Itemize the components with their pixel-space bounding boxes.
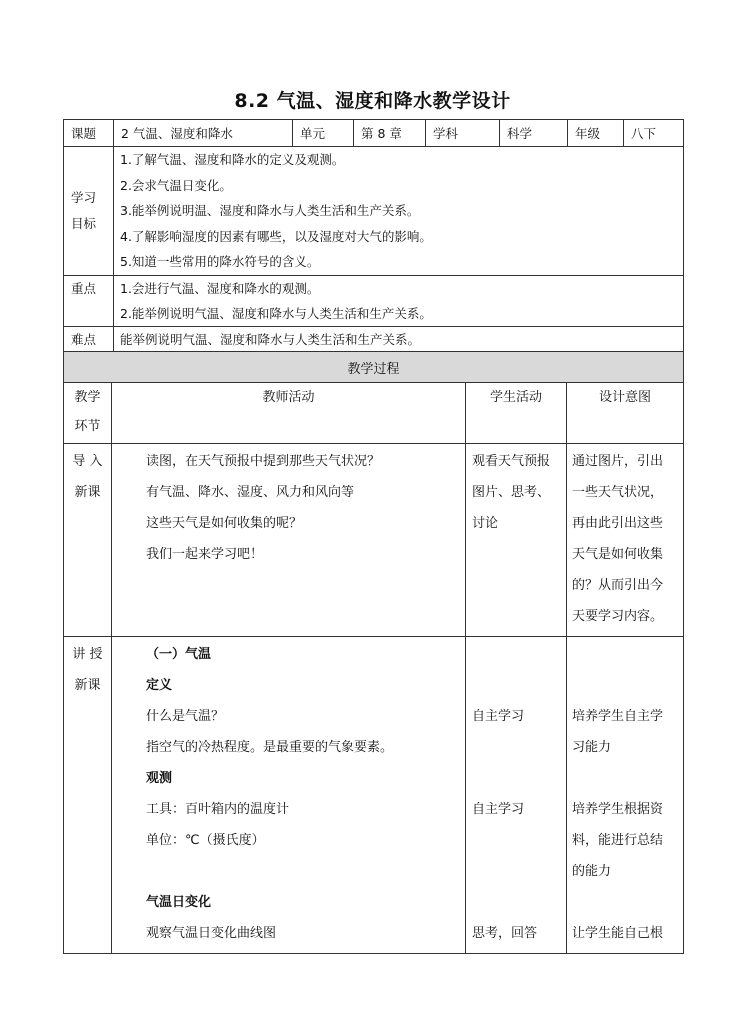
course-value: 2 气温、湿度和降水	[114, 120, 293, 147]
key-points-list	[114, 275, 684, 326]
intent-line: 通过图片，引出	[572, 454, 664, 469]
objective-item: 2.会求气温日变化。	[120, 177, 232, 193]
teacher-line: 什么是气温？	[146, 709, 225, 724]
student-line: 观看天气预报	[472, 454, 551, 469]
process-banner-row	[64, 352, 684, 383]
teacher-line: 读图，在天气预报中提到那些天气状况？	[146, 454, 381, 469]
intent-line: 培养学生自主学	[572, 709, 664, 724]
student-line	[472, 887, 566, 918]
blank-line	[146, 856, 465, 887]
intent-line: 再由此引出这些	[572, 516, 664, 531]
intent-line	[572, 670, 683, 701]
teacher-line: 单位：℃（摄氏度）	[146, 833, 265, 848]
page-title: 8.2 气温、湿度和降水教学设计	[234, 90, 511, 112]
grade-value: 八下	[624, 120, 684, 147]
intent-line: 料，能进行总结	[572, 833, 664, 848]
design-intent-header: 设计意图	[567, 383, 684, 444]
student-activity-header: 学生活动	[466, 383, 567, 444]
intent-line	[572, 887, 683, 918]
difficulties-row	[64, 326, 684, 353]
key-points-row	[64, 275, 684, 326]
intent-line: 的？从而引出今	[572, 578, 664, 593]
objective-item: 4.了解影响湿度的因素有哪些，以及湿度对大气的影响。	[120, 228, 432, 244]
course-info-row	[64, 120, 684, 147]
objective-item: 5.知道一些常用的降水符号的含义。	[120, 254, 320, 269]
intent-line	[572, 639, 683, 670]
teacher-line: 我们一起来学习吧！	[146, 547, 264, 562]
intro-row	[64, 444, 684, 637]
objectives-list	[114, 147, 684, 276]
lecture-design-intent	[567, 637, 684, 954]
intro-stage: 导 入 新课	[64, 444, 112, 637]
intent-line	[572, 763, 683, 794]
lecture-row	[64, 637, 684, 954]
student-line	[472, 732, 566, 763]
student-line: 讨论	[472, 516, 499, 531]
teacher-line: 观察气温日变化曲线图	[146, 926, 277, 941]
teacher-line: 这些天气是如何收集的呢？	[146, 516, 303, 531]
teacher-line: 有气温、降水、湿度、风力和风向等	[146, 485, 355, 500]
student-line	[472, 825, 566, 856]
student-line: 自主学习	[472, 709, 525, 724]
stage-header: 教学 环节	[64, 383, 112, 444]
process-header-row	[64, 383, 684, 444]
section-heading: （一）气温	[146, 647, 212, 662]
teacher-line: 指空气的冷热程度。是最重要的气象要素。	[146, 740, 394, 755]
student-line: 思考，回答	[472, 926, 538, 941]
intent-line: 的能力	[572, 864, 612, 879]
intent-line: 习能力	[572, 740, 612, 755]
difficulties-text: 能举例说明气温、湿度和降水与人类生活和生产关系。	[114, 326, 684, 353]
unit-value: 第 8 章	[354, 120, 426, 147]
intro-student-activity	[466, 444, 567, 637]
subject-value: 科学	[500, 120, 568, 147]
key-point-item: 1.会进行气温、湿度和降水的观测。	[120, 280, 320, 296]
student-line	[472, 856, 566, 887]
grade-label: 年级	[568, 120, 624, 147]
lecture-student-activity	[466, 637, 567, 954]
key-point-item: 2.能举例说明气温、湿度和降水与人类生活和生产关系。	[120, 305, 432, 321]
intent-line: 培养学生根据资	[572, 802, 664, 817]
objectives-label: 学习 目标	[64, 147, 114, 276]
intent-line: 天要学习内容。	[572, 609, 664, 624]
course-label: 课题	[64, 120, 114, 147]
unit-label: 单元	[293, 120, 354, 147]
objectives-row	[64, 147, 684, 276]
key-points-label: 重点	[64, 275, 114, 326]
process-banner: 教学过程	[64, 352, 684, 383]
student-line	[472, 763, 566, 794]
teacher-line: 工具：百叶箱内的温度计	[146, 802, 290, 817]
teaching-process-table	[63, 351, 684, 954]
student-line: 自主学习	[472, 802, 525, 817]
objective-item: 1.了解气温、湿度和降水的定义及观测。	[120, 152, 345, 167]
subheading: 观测	[146, 771, 173, 786]
intro-design-intent	[567, 444, 684, 637]
difficulties-label: 难点	[64, 326, 114, 353]
student-line: 图片、思考、	[472, 485, 551, 500]
subheading: 定义	[146, 678, 173, 693]
teacher-activity-header: 教师活动	[112, 383, 466, 444]
student-line	[472, 670, 566, 701]
subheading: 气温日变化	[146, 895, 212, 910]
subject-label: 学科	[426, 120, 500, 147]
intent-line: 让学生能自己根	[572, 926, 664, 941]
student-line	[472, 639, 566, 670]
intent-line: 一些天气状况，	[572, 485, 664, 500]
lecture-stage: 讲 授 新课	[64, 637, 112, 954]
intro-teacher-activity	[112, 444, 466, 637]
lesson-info-table	[63, 119, 684, 354]
intent-line: 天气是如何收集	[572, 547, 664, 562]
lecture-teacher-activity	[112, 637, 466, 954]
objective-item: 3.能举例说明温、湿度和降水与人类生活和生产关系。	[120, 203, 420, 218]
